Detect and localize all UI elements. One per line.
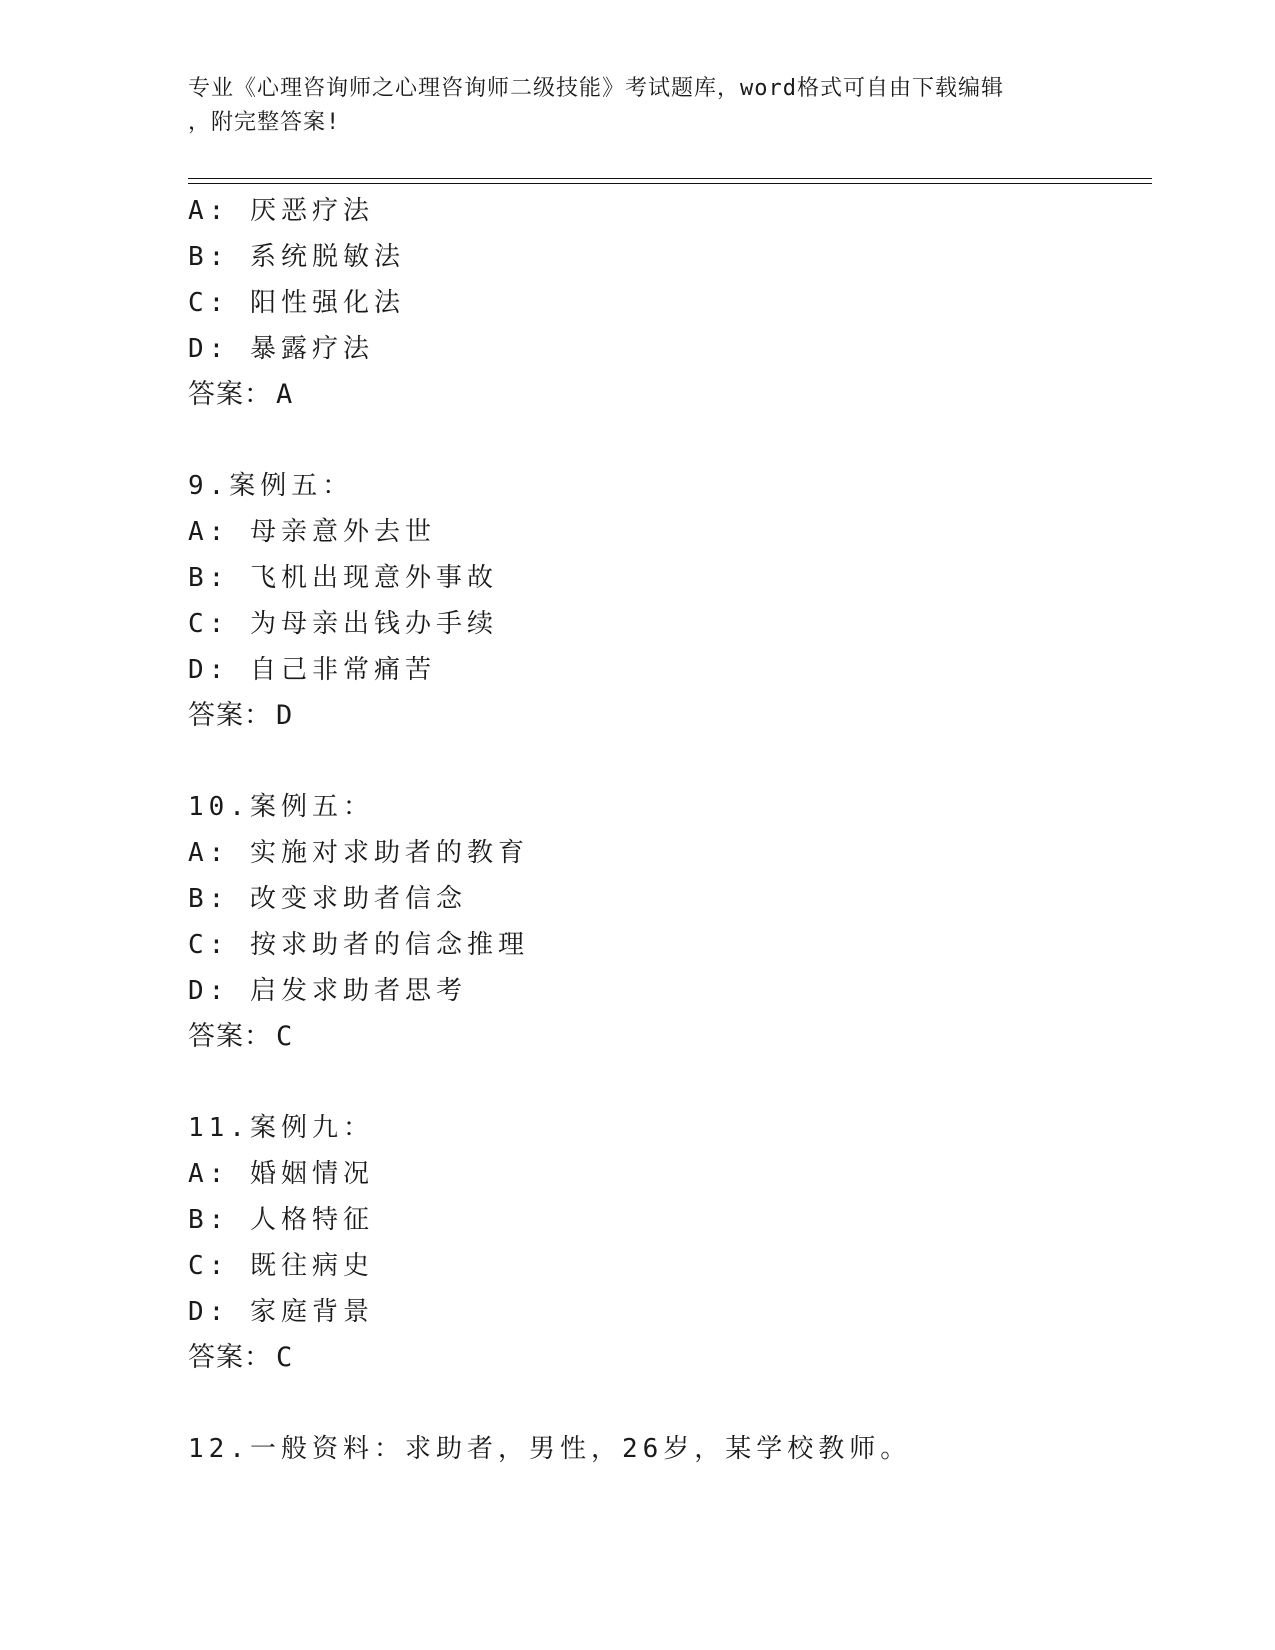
option-a: A: 婚姻情况 (188, 1159, 374, 1189)
option-b: B: 改变求助者信念 (188, 884, 467, 914)
header-line-2: ，附完整答案! (188, 110, 341, 135)
option-c: C: 既往病史 (188, 1251, 374, 1281)
answer-value: D (276, 700, 294, 731)
answer-label: 答案： (188, 1342, 272, 1373)
option-a: A: 厌恶疗法 (188, 196, 374, 226)
option-d: D: 家庭背景 (188, 1297, 374, 1327)
question-title: 9.案例五： (188, 471, 354, 501)
header-divider-thick (188, 178, 1152, 179)
answer-label: 答案： (188, 379, 272, 410)
option-d: D: 启发求助者思考 (188, 976, 467, 1006)
answer-line (188, 693, 1152, 739)
header-line-1: 专业《心理咨询师之心理咨询师二级技能》考试题库，word格式可自由下载编辑 (188, 76, 1004, 101)
question-11 (188, 1105, 1152, 1381)
option-c: C: 为母亲出钱办手续 (188, 609, 498, 639)
answer-line (188, 1335, 1152, 1381)
header-divider-thin (188, 183, 1152, 184)
option-d: D: 自己非常痛苦 (188, 655, 436, 685)
question-title: 12.一般资料：求助者，男性，26岁，某学校教师。 (188, 1434, 912, 1464)
question-title: 11.案例九： (188, 1113, 374, 1143)
option-d: D: 暴露疗法 (188, 334, 374, 364)
option-a: A: 母亲意外去世 (188, 517, 436, 547)
answer-value: A (276, 379, 294, 410)
option-c: C: 阳性强化法 (188, 288, 405, 318)
option-c: C: 按求助者的信念推理 (188, 930, 529, 960)
question-9 (188, 463, 1152, 739)
option-a: A: 实施对求助者的教育 (188, 838, 529, 868)
option-b: B: 人格特征 (188, 1205, 374, 1235)
answer-label: 答案： (188, 700, 272, 731)
option-b: B: 系统脱敏法 (188, 242, 405, 272)
answer-label: 答案： (188, 1021, 272, 1052)
question-10 (188, 784, 1152, 1060)
question-8 (188, 188, 1152, 418)
answer-value: C (276, 1021, 294, 1052)
answer-line (188, 372, 1152, 418)
document-header (188, 72, 1088, 140)
answer-value: C (276, 1342, 294, 1373)
question-title: 10.案例五： (188, 792, 374, 822)
question-list (188, 188, 1152, 1472)
option-b: B: 飞机出现意外事故 (188, 563, 498, 593)
question-12 (188, 1426, 1152, 1472)
answer-line (188, 1014, 1152, 1060)
